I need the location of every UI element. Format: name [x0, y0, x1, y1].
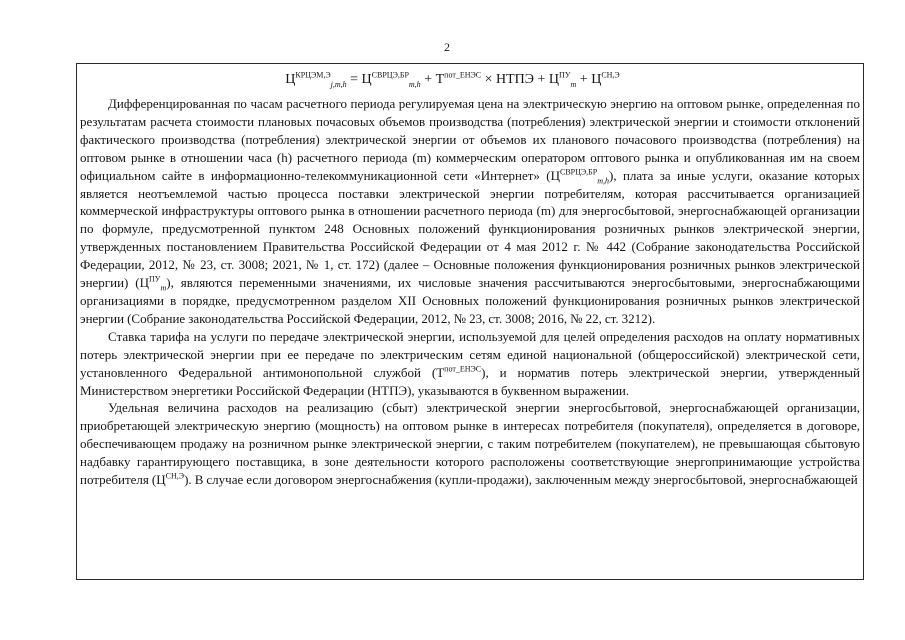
- formula-term2-sup: пот_ЕНЭС: [444, 70, 482, 80]
- paragraph-text: ). В случае если договором энергоснабжения (купли-продажи), заключенным между энергосбытовой, энергоснабжающей: [184, 472, 858, 488]
- page-number: 2: [444, 40, 450, 54]
- math-base: Т: [436, 364, 445, 380]
- formula-term3-base: Ц: [548, 72, 560, 87]
- math-sup: СН,Э: [165, 471, 185, 481]
- formula-term1-sup: СВРЦЭ,БР: [371, 70, 409, 80]
- formula-equals: =: [346, 72, 362, 87]
- formula-times-ntpe: × НТПЭ +: [481, 72, 549, 87]
- math-sup: пот_ЕНЭС: [444, 364, 482, 374]
- math-sub: m: [160, 283, 167, 293]
- formula-term2-base: Т: [435, 72, 445, 87]
- formula-term1-sub: m,h: [408, 79, 421, 89]
- formula-lhs-sup: КРЦЭМ,Э: [295, 70, 331, 80]
- formula-term4-base: Ц: [591, 72, 602, 87]
- paragraph-text: ), и норматив потерь электрической энергии, утвержденный Министерством энергетики Российской Федерации (НТПЭ), указываются в буквенном выражении.: [80, 364, 860, 398]
- paragraph-text: Ставка тарифа на услуги по передаче электрической энергии, используемой для целей определения расходов на оплату нормативных потерь электрической энергии при ее передаче по электрическим сетям единой национальной (общероссийской) электрической сети, установленного Федеральной антимонопольной службой (: [80, 328, 860, 380]
- math-base: Ц: [156, 472, 166, 488]
- formula-plus: +: [576, 72, 592, 87]
- math-sub: m,h: [597, 176, 610, 186]
- math-sup: ПУ: [149, 274, 161, 284]
- formula-lhs-sub: j,m,h: [330, 79, 347, 89]
- inline-formula-pot-enes: [436, 365, 481, 380]
- inline-formula-pu: [139, 274, 167, 293]
- paragraph-regulated-price: [80, 95, 860, 328]
- formula-plus: +: [420, 72, 436, 87]
- math-base: Ц: [550, 167, 560, 183]
- inline-formula-sn: [156, 472, 184, 487]
- paragraph-sales-costs: [80, 399, 860, 489]
- paragraph-tariff-rate: [80, 328, 860, 400]
- paragraph-text: Удельная величина расходов на реализацию (сбыт) электрической энергии энергосбытовой, энергоснабжающей организации, приобретающей электрическую энергию (мощность) на оптовом рынке в интересах потребителя (покупателя), определяется в договоре, обеспечивающем продажу на розничном рынке электрической энергии, с таким потребителем (покупателем), не превышающая сбытовую надбавку гарантирующего поставщика, в зоне деятельности которого расположены соответствующие энергопринимающие устройства потребителя (: [80, 400, 860, 488]
- formula-term3-sub: m: [570, 79, 577, 89]
- inline-formula-svrtse: [550, 167, 610, 186]
- formula-term1-base: Ц: [361, 72, 372, 87]
- paragraph-text: ), являются переменными значениями, их числовые значения рассчитываются энергосбытовыми, энергоснабжающими организациями в порядке, предусмотренном разделом XII Основных положений функционирования розничных рынков электрической энергии (Собрание законодательства Российской Федерации, 2012, № 23, ст. 3008; 2016, № 22, ст. 3212).: [80, 275, 860, 326]
- math-sup: СВРЦЭ,БР: [560, 167, 598, 177]
- formula-term3-sup: ПУ: [559, 70, 571, 80]
- price-formula: [0, 72, 905, 88]
- formula-term4-sup: СН,Э: [601, 70, 620, 80]
- math-base: Ц: [139, 275, 150, 291]
- paragraph-text: ), плата за иные услуги, оказание которых является неотъемлемой частью процесса поставки электрической энергии потребителям, которая рассчитывается организацией коммерческой инфраструктуры оптового рынка в отношении расчетного периода (m) для энергосбытовой, энергоснабжающей организации по формуле, предусмотренной пунктом 248 Основных положений функционирования розничных рынков электрической энергии, утвержденных постановлением Правительства Российской Федерации от 4 мая 2012 г. № 442 (Собрание законодательства Российской Федерации, 2012, № 23, ст. 3008; 2021, № 1, ст. 172) (далее – Основные положения функционирования розничных рынков электрической энергии) (: [80, 167, 860, 291]
- formula-lhs-base: Ц: [285, 72, 296, 87]
- document-body: [80, 95, 860, 489]
- paragraph-text: Дифференцированная по часам расчетного периода регулируемая цена на электрическую энергию на оптовом рынке, определенная по результатам расчета стоимости плановых почасовых объемов производства (потребления) электрической энергии и стоимости отклонений фактического производства (потребления) электрической энергии от объемов их планового почасового производства (потребления) на оптовом рынке в отношении часа (h) расчетного периода (m) коммерческим оператором оптового рынка и опубликованная им на своем официальном сайте в информационно-телекоммуникационной сети «Интернет» (: [80, 96, 860, 183]
